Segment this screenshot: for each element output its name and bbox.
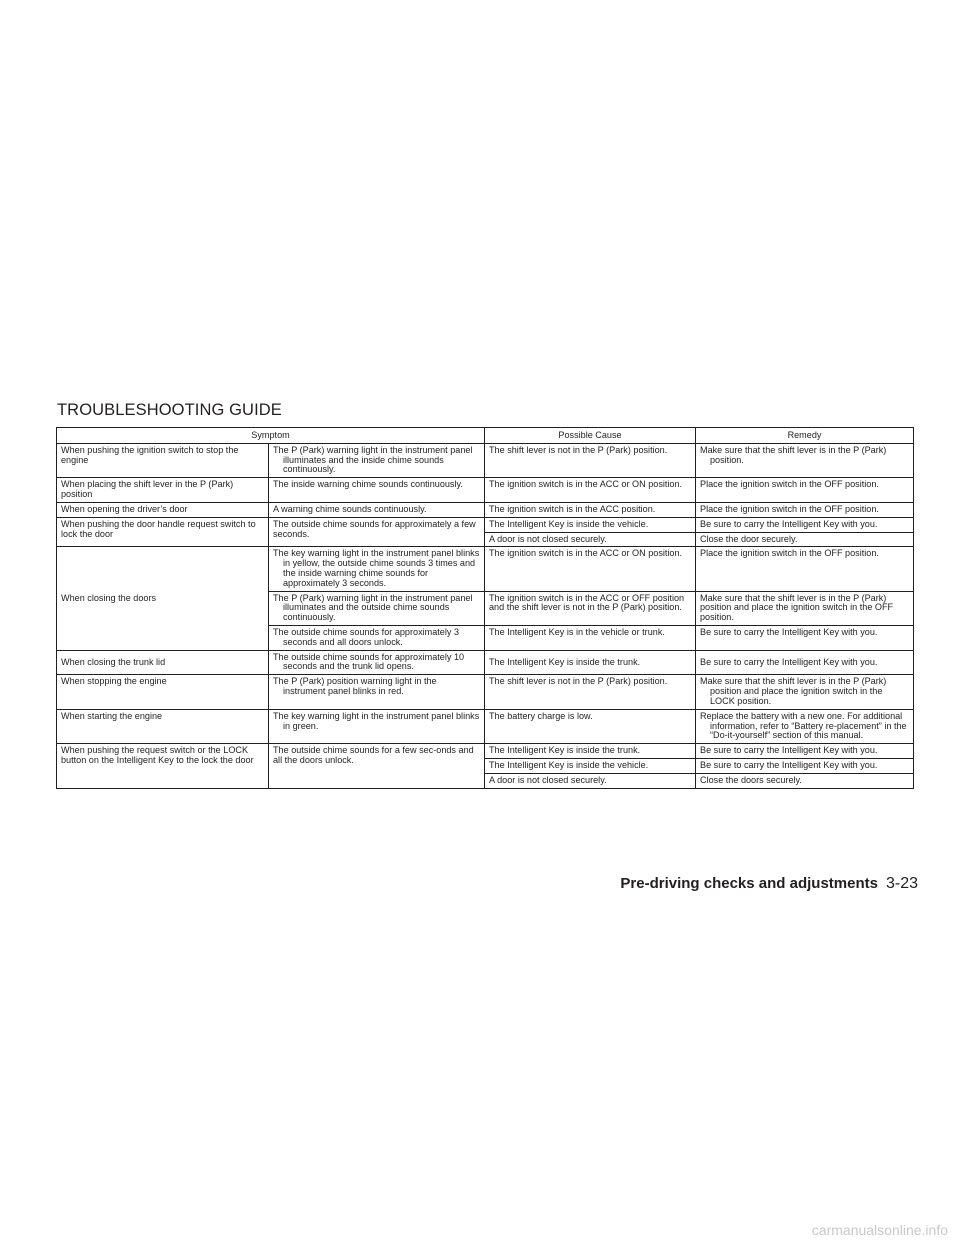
cause-cell: The battery charge is low. bbox=[485, 709, 696, 743]
footer-section-name: Pre-driving checks and adjustments bbox=[620, 875, 878, 892]
symptom-cell: When pushing the request switch or the LOCK button on the Intelligent Key to the lock the door bbox=[57, 744, 269, 788]
symptom-cell: When opening the driver’s door bbox=[57, 502, 269, 517]
symptom-cell: When placing the shift lever in the P (Park) position bbox=[57, 478, 269, 503]
remedy-cell: Place the ignition switch in the OFF position. bbox=[696, 478, 914, 503]
cause-cell: The shift lever is not in the P (Park) position. bbox=[485, 443, 696, 477]
watermark: carmanualsonline.info bbox=[811, 1222, 948, 1238]
remedy-cell: Be sure to carry the Intelligent Key with you. bbox=[696, 626, 914, 651]
symptom-cell: When closing the doors bbox=[57, 547, 269, 650]
remedy-cell: Place the ignition switch in the OFF position. bbox=[696, 547, 914, 591]
header-symptom: Symptom bbox=[57, 428, 485, 444]
table-row bbox=[57, 478, 914, 503]
cause-cell: The Intelligent Key is in the vehicle or trunk. bbox=[485, 626, 696, 651]
troubleshooting-table bbox=[56, 427, 914, 789]
cause-cell: The Intelligent Key is inside the trunk. bbox=[485, 744, 696, 759]
table-row bbox=[57, 744, 914, 759]
cause-cell: The ignition switch is in the ACC or ON position. bbox=[485, 478, 696, 503]
header-remedy: Remedy bbox=[696, 428, 914, 444]
remedy-cell: Place the ignition switch in the OFF position. bbox=[696, 502, 914, 517]
page-footer bbox=[620, 875, 918, 893]
footer-page-number: 3-23 bbox=[885, 875, 918, 892]
indicator-cell: The key warning light in the instrument panel blinks in yellow, the outside chime sounds 3 times and the inside warning chime sounds for approximately 3 seconds. bbox=[269, 547, 485, 591]
remedy-cell: Replace the battery with a new one. For additional information, refer to “Battery re-placement” in the “Do-it-yourself” section of this manual. bbox=[696, 709, 914, 743]
indicator-cell: The P (Park) warning light in the instrument panel illuminates and the outside chime sounds continuously. bbox=[269, 591, 485, 625]
table-row bbox=[57, 709, 914, 743]
cause-cell: The shift lever is not in the P (Park) position. bbox=[485, 675, 696, 709]
indicator-cell: The inside warning chime sounds continuously. bbox=[269, 478, 485, 503]
symptom-cell: When starting the engine bbox=[57, 709, 269, 743]
section-title: TROUBLESHOOTING GUIDE bbox=[57, 401, 282, 419]
symptom-cell: When pushing the ignition switch to stop the engine bbox=[57, 443, 269, 477]
indicator-cell: The outside chime sounds for a few sec-onds and all the doors unlock. bbox=[269, 744, 485, 788]
cause-cell: The Intelligent Key is inside the vehicle. bbox=[485, 517, 696, 532]
remedy-cell: Be sure to carry the Intelligent Key with you. bbox=[696, 744, 914, 759]
remedy-cell: Be sure to carry the Intelligent Key with you. bbox=[696, 650, 914, 675]
indicator-cell: The outside chime sounds for approximately a few seconds. bbox=[269, 517, 485, 547]
indicator-cell: The P (Park) position warning light in the instrument panel blinks in red. bbox=[269, 675, 485, 709]
cause-cell: The ignition switch is in the ACC or ON position. bbox=[485, 547, 696, 591]
table-header-row bbox=[57, 428, 914, 444]
remedy-cell: Be sure to carry the Intelligent Key with you. bbox=[696, 758, 914, 773]
table-row bbox=[57, 502, 914, 517]
remedy-cell: Make sure that the shift lever is in the P (Park) position. bbox=[696, 443, 914, 477]
symptom-cell: When closing the trunk lid bbox=[57, 650, 269, 675]
indicator-cell: The outside chime sounds for approximately 3 seconds and all doors unlock. bbox=[269, 626, 485, 651]
remedy-cell: Make sure that the shift lever is in the P (Park) position and place the ignition switch in the OFF position. bbox=[696, 591, 914, 625]
cause-cell: A door is not closed securely. bbox=[485, 532, 696, 547]
table-row bbox=[57, 547, 914, 591]
symptom-cell: When pushing the door handle request switch to lock the door bbox=[57, 517, 269, 547]
header-possible-cause: Possible Cause bbox=[485, 428, 696, 444]
cause-cell: The ignition switch is in the ACC or OFF position and the shift lever is not in the P (Park) position. bbox=[485, 591, 696, 625]
cause-cell: The ignition switch is in the ACC position. bbox=[485, 502, 696, 517]
remedy-cell: Be sure to carry the Intelligent Key with you. bbox=[696, 517, 914, 532]
remedy-cell: Close the door securely. bbox=[696, 532, 914, 547]
remedy-cell: Close the doors securely. bbox=[696, 773, 914, 788]
table-row bbox=[57, 650, 914, 675]
indicator-cell: The P (Park) warning light in the instrument panel illuminates and the inside chime sounds continuously. bbox=[269, 443, 485, 477]
remedy-cell: Make sure that the shift lever is in the P (Park) position and place the ignition switch in the LOCK position. bbox=[696, 675, 914, 709]
cause-cell: A door is not closed securely. bbox=[485, 773, 696, 788]
cause-cell: The Intelligent Key is inside the vehicle. bbox=[485, 758, 696, 773]
cause-cell: The Intelligent Key is inside the trunk. bbox=[485, 650, 696, 675]
table-row bbox=[57, 675, 914, 709]
table-row bbox=[57, 517, 914, 532]
indicator-cell: A warning chime sounds continuously. bbox=[269, 502, 485, 517]
symptom-cell: When stopping the engine bbox=[57, 675, 269, 709]
table-row bbox=[57, 443, 914, 477]
indicator-cell: The key warning light in the instrument panel blinks in green. bbox=[269, 709, 485, 743]
indicator-cell: The outside chime sounds for approximately 10 seconds and the trunk lid opens. bbox=[269, 650, 485, 675]
